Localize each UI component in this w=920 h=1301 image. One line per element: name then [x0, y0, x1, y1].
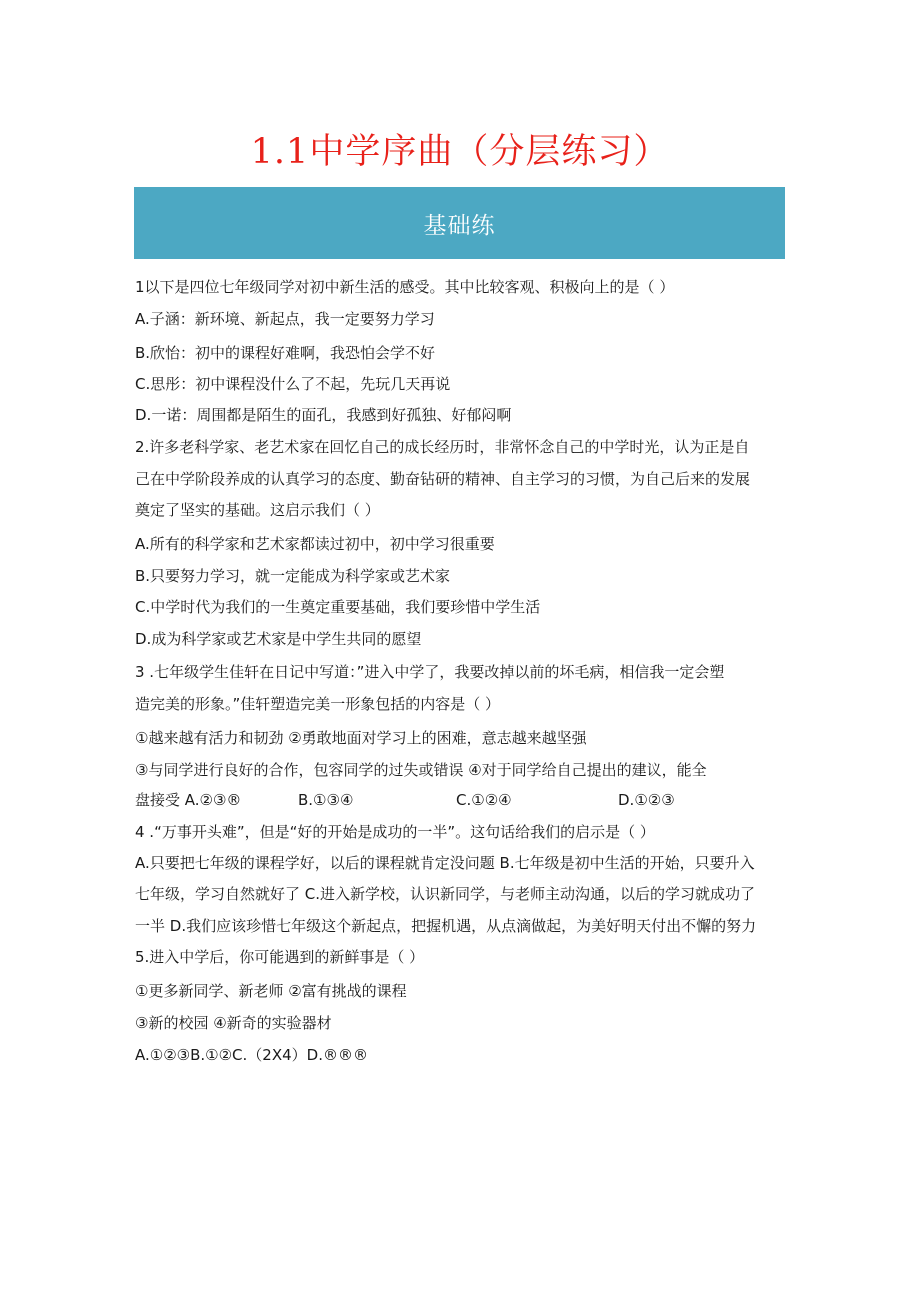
- page-title: 1.1中学序曲（分层练习）: [250, 132, 670, 172]
- question-5-items-line: ①更多新同学、新老师 ②富有挑战的课程: [135, 982, 407, 1000]
- question-3-options: [135, 790, 785, 810]
- question-3-option-a: 盘接受 A.②③®: [135, 791, 242, 809]
- question-1-option-c: C.思彤：初中课程没什么了不起，先玩几天再说: [135, 375, 451, 393]
- question-1-option-b: B.欣怡：初中的课程好难啊，我恐怕会学不好: [135, 344, 436, 362]
- question-1-option-d: D.一诺：周围都是陌生的面孔，我感到好孤独、好郁闷啊: [135, 406, 512, 424]
- question-3-stem-line: 造完美的形象。”佳轩塑造完美一形象包括的内容是（ ）: [135, 695, 501, 713]
- question-2-stem-line: 2.许多老科学家、老艺术家在回忆自己的成长经历时，非常怀念自己的中学时光，认为正是自: [135, 438, 750, 456]
- question-4-stem: 4 .“万事开头难”，但是“好的开始是成功的一半”。这句话给我们的启示是（ ）: [135, 823, 655, 841]
- question-3-stem-line: 3 .七年级学生佳轩在日记中写道：”进入中学了，我要改掉以前的坏毛病，相信我一定会塑: [135, 663, 725, 681]
- question-2-stem-line: 奠定了坚实的基础。这启示我们（ ）: [135, 501, 380, 519]
- question-3-option-d: D.①②③: [618, 791, 675, 809]
- question-3-option-b: B.①③④: [298, 791, 354, 809]
- question-5-stem: 5.进入中学后，你可能遇到的新鲜事是（ ）: [135, 948, 425, 966]
- question-3-items-line: ③与同学进行良好的合作，包容同学的过失或错误 ④对于同学给自己提出的建议，能全: [135, 761, 707, 779]
- question-5-items-line: ③新的校园 ④新奇的实验器材: [135, 1014, 332, 1032]
- question-5-options: A.①②③B.①②C.（2X4）D.®®®: [135, 1046, 368, 1064]
- question-4-options-line: 一半 D.我们应该珍惜七年级这个新起点，把握机遇，从点滴做起，为美好明天付出不懈的努力: [135, 917, 757, 935]
- question-2-stem-line: 己在中学阶段养成的认真学习的态度、勤奋钻研的精神、自主学习的习惯，为自己后来的发展: [135, 470, 751, 488]
- question-3-items-line: ①越来越有活力和韧劲 ②勇敢地面对学习上的困难，意志越来越坚强: [135, 729, 587, 747]
- question-3-option-c: C.①②④: [456, 791, 512, 809]
- question-2-option-c: C.中学时代为我们的一生奠定重要基础，我们要珍惜中学生活: [135, 598, 541, 616]
- section-banner: [134, 187, 785, 259]
- question-4-options-line: 七年级，学习自然就好了 C.进入新学校，认识新同学，与老师主动沟通，以后的学习就成功了: [135, 885, 756, 903]
- question-4-options-line: A.只要把七年级的课程学好，以后的课程就肯定没问题 B.七年级是初中生活的开始，只要升入: [135, 854, 755, 872]
- question-1-option-a: A.子涵：新环境、新起点，我一定要努力学习: [135, 310, 435, 328]
- section-banner-label: 基础练: [423, 212, 496, 239]
- question-2-option-a: A.所有的科学家和艺术家都读过初中，初中学习很重要: [135, 535, 495, 553]
- question-1-stem: 1以下是四位七年级同学对初中新生活的感受。其中比较客观、积极向上的是（ ）: [135, 278, 675, 296]
- question-2-option-d: D.成为科学家或艺术家是中学生共同的愿望: [135, 630, 422, 648]
- question-2-option-b: B.只要努力学习，就一定能成为科学家或艺术家: [135, 567, 451, 585]
